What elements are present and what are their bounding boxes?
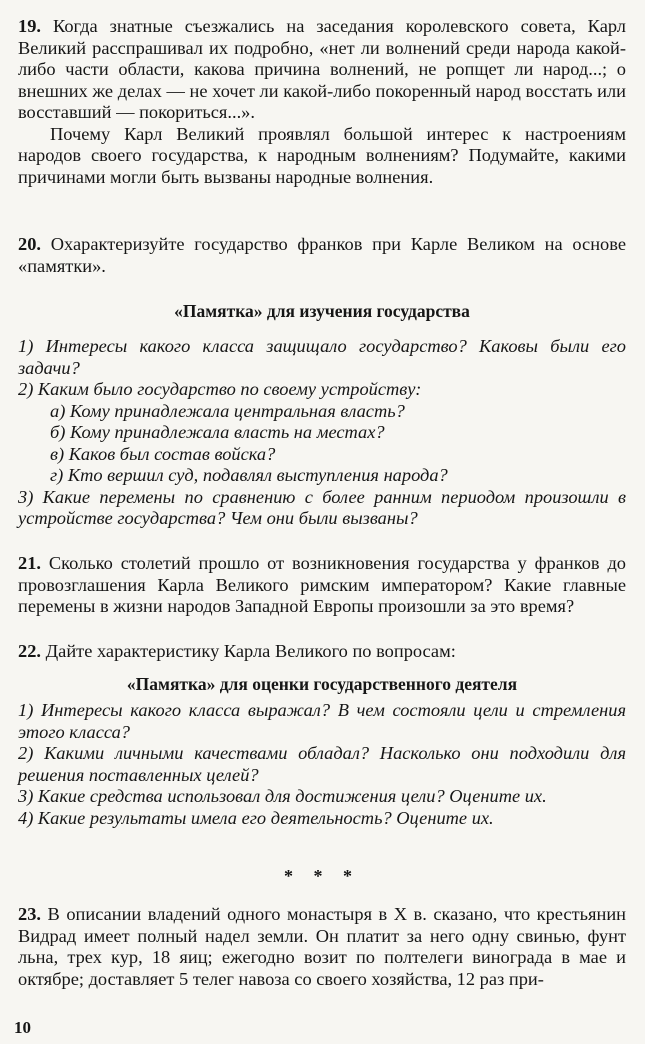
memo-subitem: в) Каков был состав войска? [50,443,276,464]
memo-item: 3) Какие средства использовал для достижения цели? Оцените их. [18,786,547,806]
question-number: 20. [18,234,41,254]
page-number: 10 [14,1018,31,1037]
memo-state-list [18,336,626,530]
question-19 [18,16,626,188]
memo-heading: «Памятка» для изучения государства [174,301,470,321]
memo-item: 2) Каким было государство по своему устройству: [18,379,422,399]
question-19-text: 19. Когда знатные съезжались на заседания королевского совета, Карл Великий расспрашивал их подробно, «нет ли волнений среди народа какой-либо части области, какова причина волнений, не ропщет ли народ...; о внешних же делах — не хочет ли какой-либо покоренный народ восстать или восставший — покориться...». [18,16,626,122]
memo-subitem: г) Кто вершил суд, подавлял выступления народа? [50,465,448,485]
memo-state-study [18,301,626,322]
memo-subitem: а) Кому принадлежала центральная власть? [50,400,405,421]
memo-item: 4) Какие результаты имела его деятельность? Оцените их. [18,807,494,828]
question-21: 21. Сколько столетий прошло от возникновения государства у франков до провозглашения Карла Великого римским императором? Какие главные перемены в жизни народов Западной Европы произошли за это время? [18,553,626,616]
memo-item: 2) Какими личными качествами обладал? Насколько они подходили для решения поставленных целей? [18,743,626,785]
memo-item: 3) Какие перемены по сравнению с более ранним периодом произошли в устройстве государства? Чем они были вызваны? [18,486,626,528]
memo-heading: «Памятка» для оценки государственного деятеля [126,674,518,694]
memo-item: 1) Интересы какого класса защищало государство? Каковы были его задачи? [18,336,626,378]
question-23: 23. В описании владений одного монастыря в X в. сказано, что крестьянин Видрад имеет полный надел земли. Он платит за него одну свинью, фунт льна, трех кур, 18 яиц; ежегодно возит по полтелеги винограда в мае и октябре; доставляет 5 телег навоза со своего хозяйства, 12 раз при- [18,904,626,989]
question-number: 21. [18,553,41,573]
section-divider: * * * [284,866,360,886]
question-20: 20. Охарактеризуйте государство франков при Карле Великом на основе «памятки». [18,234,626,276]
memo-statesman [18,674,626,695]
question-number: 19. [18,16,41,36]
memo-statesman-list [18,700,626,829]
question-number: 22. [18,641,41,661]
memo-subitem: б) Кому принадлежала власть на местах? [50,422,385,442]
memo-item: 1) Интересы какого класса выражал? В чем состояли цели и стремления этого класса? [18,700,626,742]
question-number: 23. [18,904,41,924]
question-22: 22. Дайте характеристику Карла Великого по вопросам: [18,641,456,661]
question-19-prompt: Почему Карл Великий проявлял большой интерес к настроениям народов своего государства, к народным волнениям? Подумайте, какими причинами могли быть вызваны народные волнения. [18,123,626,187]
